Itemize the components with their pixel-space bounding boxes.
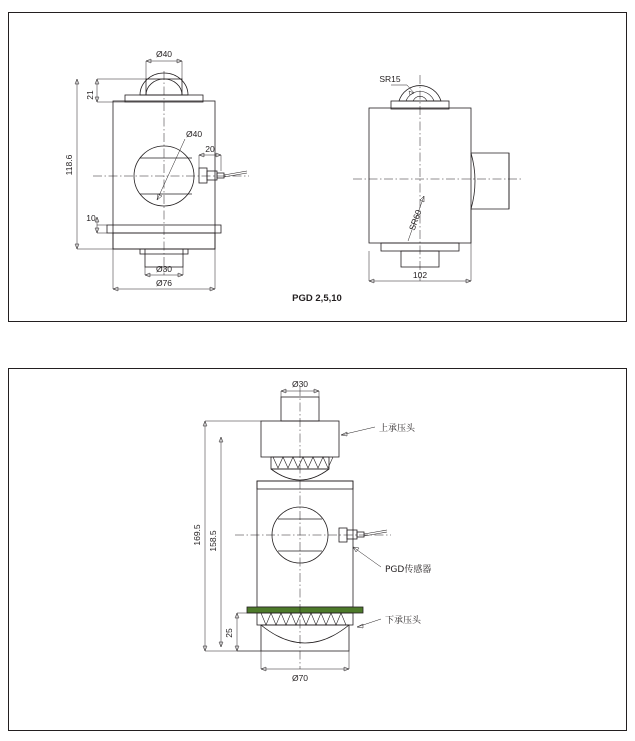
dim-h158-5: 158.5	[208, 530, 218, 552]
dim-dia40-bore: Ø40	[186, 129, 203, 139]
dim-dia30: Ø30	[155, 264, 173, 274]
right-view	[353, 74, 521, 283]
dim-h169-5: 169.5	[192, 524, 202, 546]
dim-dia76: Ø76	[155, 278, 173, 288]
left-view	[64, 49, 249, 291]
dim-dia70: Ø70	[291, 673, 309, 683]
bottom-drawing-svg	[9, 369, 626, 730]
dim-h118-6: 118.6	[64, 154, 74, 176]
dim-w20: 20	[205, 144, 215, 154]
dim-sr60: SR60	[406, 208, 424, 232]
dim-dia30-bottom: Ø30	[291, 379, 309, 389]
callout-lower-pressure-head: 下承压头	[385, 616, 422, 626]
assembly-view	[192, 379, 431, 683]
top-figure-caption: PGD 2,5,10	[292, 293, 342, 304]
dim-h25: 25	[224, 628, 234, 638]
top-drawing-panel	[8, 12, 627, 322]
callout-upper-pressure-head: 上承压头	[379, 424, 416, 434]
callout-pgd-sensor: PGD传感器	[385, 565, 432, 575]
top-drawing-svg	[9, 13, 626, 321]
dim-sr15: SR15	[379, 74, 401, 84]
dim-h10: 10	[86, 213, 96, 223]
dim-h21: 21	[85, 90, 95, 100]
dim-dia40-top: Ø40	[155, 49, 173, 59]
bottom-drawing-panel	[8, 368, 627, 731]
dim-w102: 102	[412, 270, 428, 280]
